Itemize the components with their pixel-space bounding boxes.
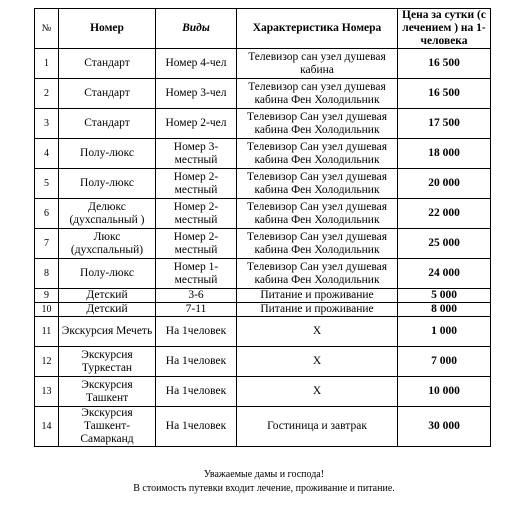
table-row bbox=[35, 407, 491, 447]
row-number: 1 bbox=[35, 49, 59, 79]
room-description: Питание и проживание bbox=[237, 289, 398, 303]
room-price: 17 500 bbox=[398, 109, 491, 139]
room-price: 30 000 bbox=[398, 407, 491, 447]
footer-note: В стоимость путевки входит лечение, проживание и питание. bbox=[133, 483, 395, 494]
room-description: Х bbox=[237, 317, 398, 347]
row-number: 3 bbox=[35, 109, 59, 139]
room-kind: Номер 1-местный bbox=[156, 259, 237, 289]
header-kind: Виды bbox=[156, 9, 237, 49]
row-number: 5 bbox=[35, 169, 59, 199]
room-description: Питание и проживание bbox=[237, 303, 398, 317]
row-number: 8 bbox=[35, 259, 59, 289]
room-type: Делюкс (духспальный ) bbox=[59, 199, 156, 229]
room-description: Телевизор сан узел душевая кабина bbox=[237, 49, 398, 79]
room-description: Х bbox=[237, 347, 398, 377]
room-type: Экскурсия Мечеть bbox=[59, 317, 156, 347]
room-type: Стандарт bbox=[59, 109, 156, 139]
row-number: 10 bbox=[35, 303, 59, 317]
room-type: Экскурсия Ташкент-Самарканд bbox=[59, 407, 156, 447]
room-price: 16 500 bbox=[398, 49, 491, 79]
table-row bbox=[35, 169, 491, 199]
room-type: Детский bbox=[59, 303, 156, 317]
header-room: Номер bbox=[59, 9, 156, 49]
room-description: Телевизор Сан узел душевая кабина Фен Холодильник bbox=[237, 169, 398, 199]
room-type: Экскурсия Туркестан bbox=[59, 347, 156, 377]
room-kind: На 1человек bbox=[156, 407, 237, 447]
room-description: Гостиница и завтрак bbox=[237, 407, 398, 447]
table-row bbox=[35, 347, 491, 377]
header-description: Характеристика Номера bbox=[237, 9, 398, 49]
row-number: 14 bbox=[35, 407, 59, 447]
table-row bbox=[35, 377, 491, 407]
table-row bbox=[35, 49, 491, 79]
room-kind: Номер 4-чел bbox=[156, 49, 237, 79]
price-table bbox=[34, 8, 491, 447]
room-description: Телевизор Сан узел душевая кабина Фен Холодильник bbox=[237, 139, 398, 169]
room-price: 8 000 bbox=[398, 303, 491, 317]
table-row bbox=[35, 303, 491, 317]
row-number: 6 bbox=[35, 199, 59, 229]
room-kind: Номер 2-местный bbox=[156, 199, 237, 229]
room-kind: 3-6 bbox=[156, 289, 237, 303]
table-row bbox=[35, 259, 491, 289]
room-description: Телевизор Сан узел душевая кабина Фен Холодильник bbox=[237, 109, 398, 139]
room-kind: Номер 3-местный bbox=[156, 139, 237, 169]
room-price: 24 000 bbox=[398, 259, 491, 289]
room-type: Люкс (духспальный) bbox=[59, 229, 156, 259]
room-price: 1 000 bbox=[398, 317, 491, 347]
room-type: Экскурсия Ташкент bbox=[59, 377, 156, 407]
table-body bbox=[35, 49, 491, 447]
row-number: 9 bbox=[35, 289, 59, 303]
room-type: Стандарт bbox=[59, 79, 156, 109]
room-price: 16 500 bbox=[398, 79, 491, 109]
room-kind: На 1человек bbox=[156, 317, 237, 347]
row-number: 13 bbox=[35, 377, 59, 407]
room-type: Полу-люкс bbox=[59, 139, 156, 169]
row-number: 11 bbox=[35, 317, 59, 347]
row-number: 7 bbox=[35, 229, 59, 259]
room-description: Телевизор Сан узел душевая кабина Фен Холодильник bbox=[237, 259, 398, 289]
room-description: Телевизор сан узел душевая кабина Фен Холодильник bbox=[237, 79, 398, 109]
room-price: 20 000 bbox=[398, 169, 491, 199]
table-row bbox=[35, 199, 491, 229]
room-kind: Номер 2-местный bbox=[156, 229, 237, 259]
table-row bbox=[35, 79, 491, 109]
room-price: 5 000 bbox=[398, 289, 491, 303]
table-row bbox=[35, 139, 491, 169]
room-description: Х bbox=[237, 377, 398, 407]
room-type: Полу-люкс bbox=[59, 259, 156, 289]
room-kind: На 1человек bbox=[156, 377, 237, 407]
room-type: Детский bbox=[59, 289, 156, 303]
room-price: 25 000 bbox=[398, 229, 491, 259]
room-kind: Номер 2-местный bbox=[156, 169, 237, 199]
table-row bbox=[35, 109, 491, 139]
table-row bbox=[35, 229, 491, 259]
header-num: № bbox=[35, 9, 59, 49]
table-row bbox=[35, 317, 491, 347]
room-kind: Номер 3-чел bbox=[156, 79, 237, 109]
room-kind: 7-11 bbox=[156, 303, 237, 317]
room-price: 18 000 bbox=[398, 139, 491, 169]
room-type: Полу-люкс bbox=[59, 169, 156, 199]
room-price: 22 000 bbox=[398, 199, 491, 229]
room-kind: На 1человек bbox=[156, 347, 237, 377]
room-price: 7 000 bbox=[398, 347, 491, 377]
room-description: Телевизор Сан узел душевая кабина Фен Холодильник bbox=[237, 229, 398, 259]
footer-greeting: Уважаемые дамы и господа! bbox=[203, 469, 325, 480]
room-type: Стандарт bbox=[59, 49, 156, 79]
header-price: Цена за сутки (с лечением ) на 1-человека bbox=[398, 9, 491, 49]
room-description: Телевизор Сан узел душевая кабина Фен Холодильник bbox=[237, 199, 398, 229]
row-number: 12 bbox=[35, 347, 59, 377]
row-number: 4 bbox=[35, 139, 59, 169]
room-price: 10 000 bbox=[398, 377, 491, 407]
row-number: 2 bbox=[35, 79, 59, 109]
table-row bbox=[35, 289, 491, 303]
room-kind: Номер 2-чел bbox=[156, 109, 237, 139]
table-header-row bbox=[35, 9, 491, 49]
